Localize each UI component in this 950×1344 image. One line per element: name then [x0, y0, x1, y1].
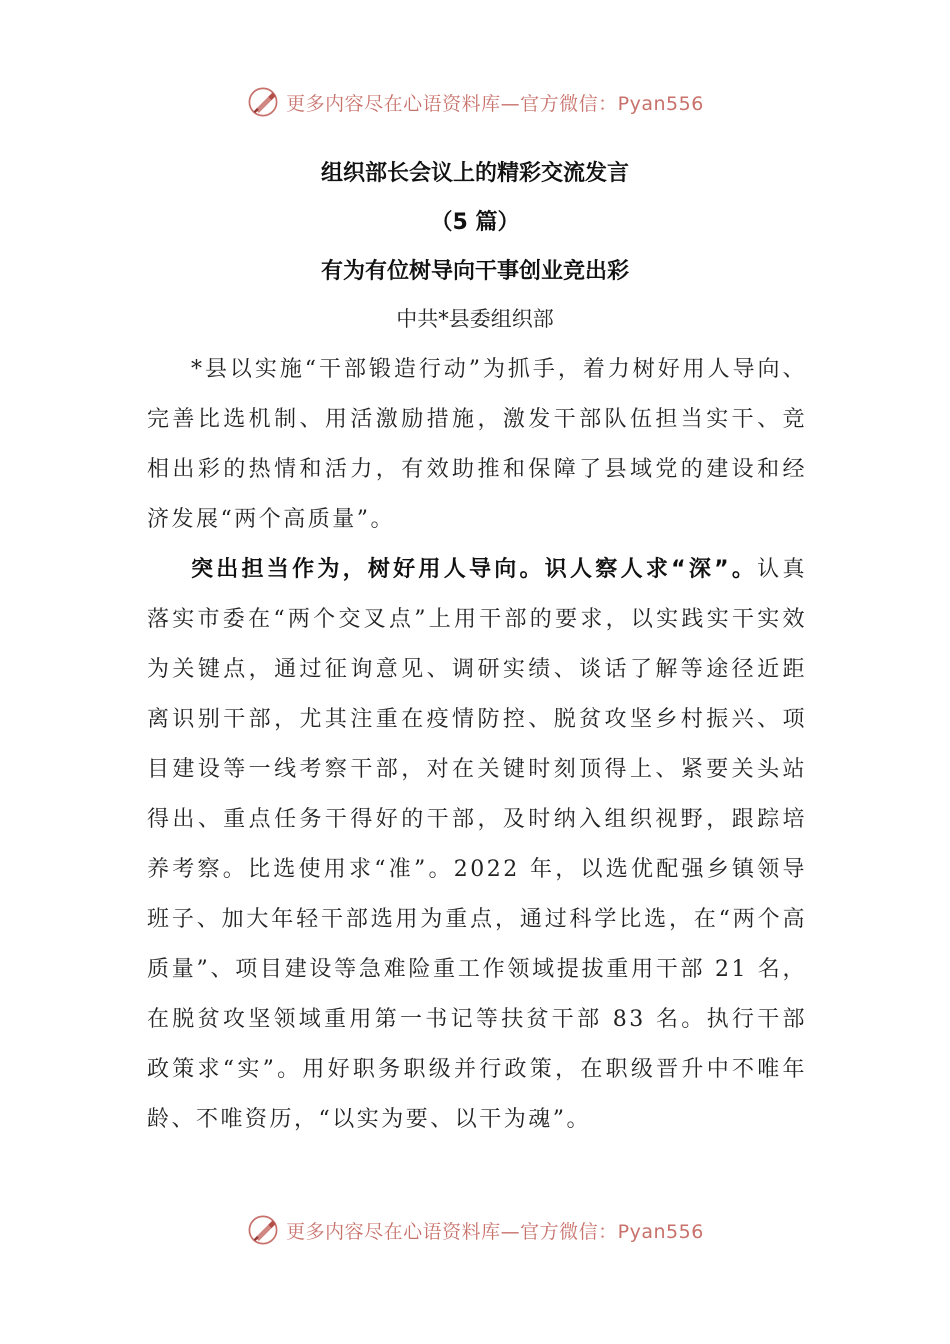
- article-body: [147, 345, 807, 1145]
- section-body: 认真落实市委在“两个交叉点”上用干部的要求，以实践实干实效为关键点，通过征询意见、调研实绩、谈话了解等途径近距离识别干部，尤其注重在疫情防控、脱贫攻坚乡村振兴、项目建设等一线考察干部，对在关键时刻顶得上、紧要关头站得出、重点任务干得好的干部，及时纳入组织视野，跟踪培养考察。比选使用求“准”。2022 年，以选优配强乡镇领导班子、加大年轻干部选用为重点，通过科学比选，在“两个高质量”、项目建设等急难险重工作领域提拔重用干部 21 名，在脱贫攻坚领域重用第一书记等扶贫干部 83 名。执行干部政策求“实”。用好职务职级并行政策，在职级晋升中不唯年龄、不唯资历，“以实为要、以干为魂”。: [147, 557, 807, 1132]
- pen-nib-logo-icon: [246, 85, 280, 119]
- watermark-text: 更多内容尽在心语资料库—官方微信：Pyan556: [286, 92, 704, 115]
- paragraph-section-1: [147, 545, 807, 1145]
- paragraph-intro: *县以实施“干部锻造行动”为抓手，着力树好用人导向、完善比选机制、用活激励措施，激发干部队伍担当实干、竞相出彩的热情和活力，有效助推和保障了县域党的建设和经济发展“两个高质量”。: [147, 357, 807, 532]
- document-subtitle: （5 篇）: [430, 210, 520, 235]
- header-watermark: [0, 82, 950, 122]
- pen-nib-logo-icon: [246, 1213, 280, 1247]
- document-title: 组织部长会议上的精彩交流发言: [320, 161, 629, 186]
- article-author: 中共*县委组织部: [396, 307, 554, 331]
- watermark-text: 更多内容尽在心语资料库—官方微信：Pyan556: [286, 1220, 704, 1243]
- article-title: 有为有位树导向干事创业竞出彩: [320, 259, 629, 284]
- footer-watermark: [0, 1210, 950, 1250]
- section-heading: 突出担当作为，树好用人导向。识人察人求“深”。: [191, 557, 758, 582]
